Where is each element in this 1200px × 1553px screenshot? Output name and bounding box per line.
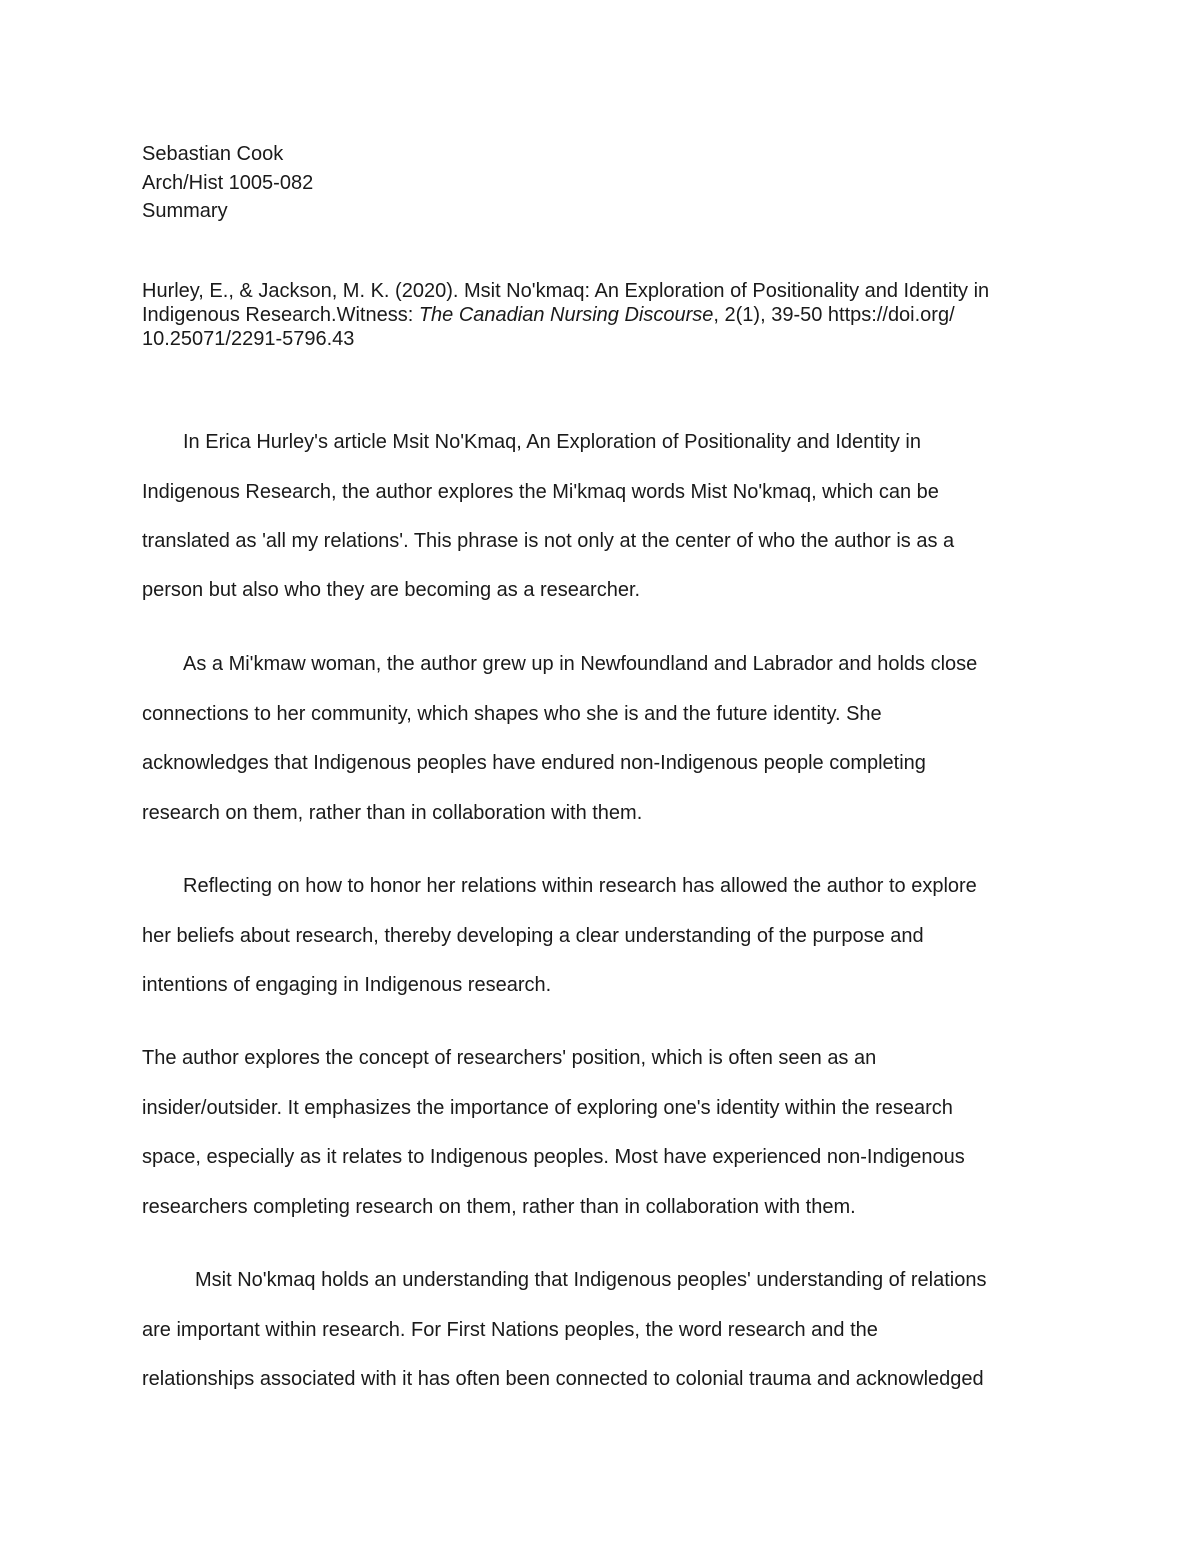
citation-text: Hurley, E., & Jackson, M. K. (2020). Msit No'kmaq: An Exploration of Positionality and Identity in Indigenous Research.Witness: (142, 280, 990, 326)
body-line: her beliefs about research, thereby developing a clear understanding of the purpose and (142, 925, 924, 947)
body-line: Indigenous Research, the author explores the Mi'kmaq words Mist No'kmaq, which can be (142, 481, 939, 503)
body-line: Reflecting on how to honor her relations within research has allowed the author to explore (183, 875, 977, 897)
body-line: researchers completing research on them, rather than in collaboration with them. (142, 1196, 856, 1218)
course-code: Arch/Hist 1005-082 (142, 171, 314, 194)
reference-citation (142, 279, 1072, 351)
body-line: In Erica Hurley's article Msit No'Kmaq, An Exploration of Positionality and Identity in (183, 431, 921, 453)
body-line: space, especially as it relates to Indigenous peoples. Most have experienced non-Indigenous (142, 1146, 965, 1168)
document-header (142, 140, 313, 226)
body-line: person but also who they are becoming as a researcher. (142, 579, 641, 601)
citation-details: , 2(1), 39-50 https://doi.org/ 10.25071/2291-5796.43 (142, 304, 955, 350)
body-line: translated as 'all my relations'. This phrase is not only at the center of who the author is as a (142, 530, 955, 552)
citation-journal-title: The Canadian Nursing Discourse (418, 304, 714, 326)
body-line: connections to her community, which shapes who she is and the future identity. She (142, 703, 882, 725)
body-line: insider/outsider. It emphasizes the importance of exploring one's identity within the research (142, 1097, 953, 1119)
body-line: Msit No'kmaq holds an understanding that Indigenous peoples' understanding of relations (195, 1269, 987, 1291)
body-line: As a Mi'kmaw woman, the author grew up in Newfoundland and Labrador and holds close (183, 653, 978, 675)
body-line: intentions of engaging in Indigenous research. (142, 974, 552, 996)
body-line: are important within research. For First Nations peoples, the word research and the (142, 1319, 878, 1341)
document-type: Summary (142, 200, 228, 222)
body-line: research on them, rather than in collaboration with them. (142, 802, 643, 824)
body-line: acknowledges that Indigenous peoples have endured non-Indigenous people completing (142, 752, 926, 774)
body-line: The author explores the concept of researchers' position, which is often seen as an (142, 1047, 877, 1069)
body-line: relationships associated with it has often been connected to colonial trauma and acknowledged (142, 1368, 984, 1390)
author-name: Sebastian Cook (142, 143, 284, 165)
